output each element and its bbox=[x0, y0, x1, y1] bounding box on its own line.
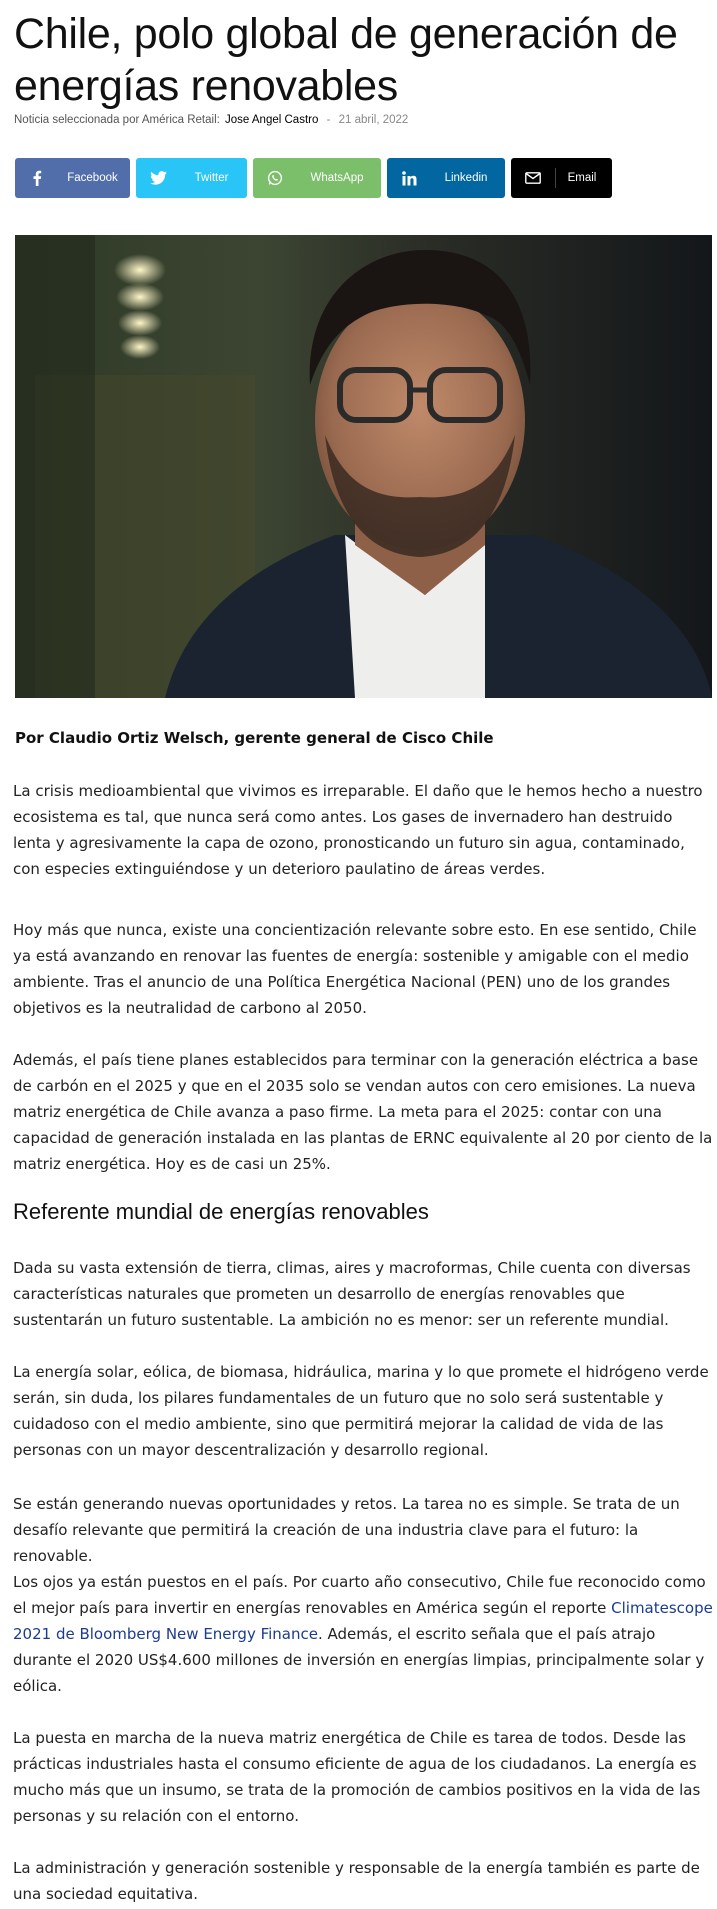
share-facebook-button[interactable] bbox=[15, 158, 130, 198]
section-subheading: Referente mundial de energías renovables bbox=[13, 1199, 429, 1224]
paragraph-5: La energía solar, eólica, de biomasa, hidráulica, marina y lo que promete el hidrógeno verde serán, sin duda, los pilares fundamentales de un futuro que no solo será sustentable y cuidadoso con el medio ambiente, sino que permitirá mejorar la calidad de vida de las personas con un mayor descentralización y desarrollo regional. bbox=[13, 1363, 709, 1459]
paragraph-4: Dada su vasta extensión de tierra, climas, aires y macroformas, Chile cuenta con diversas características naturales que prometen un desarrollo de energías renovables que sustentarán un futuro sustentable. La ambición no es menor: ser un referente mundial. bbox=[13, 1259, 691, 1329]
share-twitter-button[interactable] bbox=[136, 158, 247, 198]
paragraph-2: Hoy más que nunca, existe una concientización relevante sobre esto. En ese sentido, Chile ya está avanzando en renovar las fuentes de energía: sostenible y amigable con el medio ambiente. Tras el anuncio de una Política Energética Nacional (PEN) uno de los grandes objetivos es la neutralidad de carbono al 2050. bbox=[13, 921, 697, 1017]
share-email-label: Email bbox=[567, 172, 597, 184]
twitter-icon bbox=[136, 171, 180, 185]
email-icon bbox=[511, 168, 556, 188]
paragraph-7-text-start: Los ojos ya están puestos en el país. Por cuarto año consecutivo, Chile fue reconocido como el mejor país para invertir en energías renovables en América según el reporte bbox=[13, 1573, 706, 1617]
paragraph-6: Se están generando nuevas oportunidades y retos. La tarea no es simple. Se trata de un desafío relevante que permitirá la creación de una industria clave para el futuro: la renovable. bbox=[13, 1495, 680, 1565]
share-email-button[interactable] bbox=[511, 158, 612, 198]
paragraph-7-text-end: . Además, el escrito señala que el país atrajo durante el 2020 US$4.600 millones de inversión en energías limpias, principalmente solar y eólica. bbox=[13, 1625, 705, 1695]
share-whatsapp-button[interactable] bbox=[253, 158, 381, 198]
publish-date: 21 abril, 2022 bbox=[338, 114, 409, 126]
share-facebook-label: Facebook bbox=[67, 172, 118, 184]
paragraph-9: La administración y generación sostenible y responsable de la energía también es parte de una sociedad equitativa. bbox=[13, 1859, 700, 1903]
article-byline: Por Claudio Ortiz Welsch, gerente general de Cisco Chile bbox=[15, 729, 494, 747]
paragraph-1: La crisis medioambiental que vivimos es irreparable. El daño que le hemos hecho a nuestro ecosistema es tal, que nunca será como antes. Los gases de invernadero han destruido lenta y agresivamente la capa de ozono, pronosticando un futuro sin agua, contaminado, con especies extinguiéndose y un deterioro paulatino de áreas verdes. bbox=[13, 782, 703, 878]
linkedin-icon bbox=[387, 171, 431, 186]
meta-separator: - bbox=[326, 114, 331, 126]
meta-prefix: Noticia seleccionada por América Retail: bbox=[14, 114, 220, 126]
whatsapp-icon bbox=[253, 170, 297, 186]
article-meta bbox=[14, 114, 408, 126]
article-photo bbox=[15, 235, 712, 698]
climatescope-report-link[interactable]: Climatescope 2021 de Bloomberg New Energy Finance bbox=[13, 1599, 713, 1643]
author-link[interactable]: Jose Angel Castro bbox=[225, 114, 319, 126]
share-linkedin-label: Linkedin bbox=[444, 172, 488, 184]
facebook-icon bbox=[15, 170, 59, 186]
share-twitter-label: Twitter bbox=[194, 172, 229, 184]
paragraph-3: Además, el país tiene planes establecidos para terminar con la generación eléctrica a base de carbón en el 2025 y que en el 2035 solo se vendan autos con cero emisiones. La nueva matriz energética de Chile avanza a paso firme. La meta para el 2025: contar con una capacidad de generación instalada en las plantas de ERNC equivalente al 20 por ciento de la matriz energética. Hoy es de casi un 25%. bbox=[13, 1051, 713, 1173]
share-whatsapp-label: WhatsApp bbox=[310, 172, 364, 184]
paragraph-7 bbox=[13, 1569, 713, 1699]
share-linkedin-button[interactable] bbox=[387, 158, 505, 198]
article-title: Chile, polo global de generación de energías renovables bbox=[14, 10, 678, 110]
paragraph-8: La puesta en marcha de la nueva matriz energética de Chile es tarea de todos. Desde las prácticas industriales hasta el consumo eficiente de agua de los ciudadanos. La energía es mucho más que un insumo, se trata de la promoción de cambios positivos en la vida de las personas y su relación con el entorno. bbox=[13, 1729, 701, 1825]
